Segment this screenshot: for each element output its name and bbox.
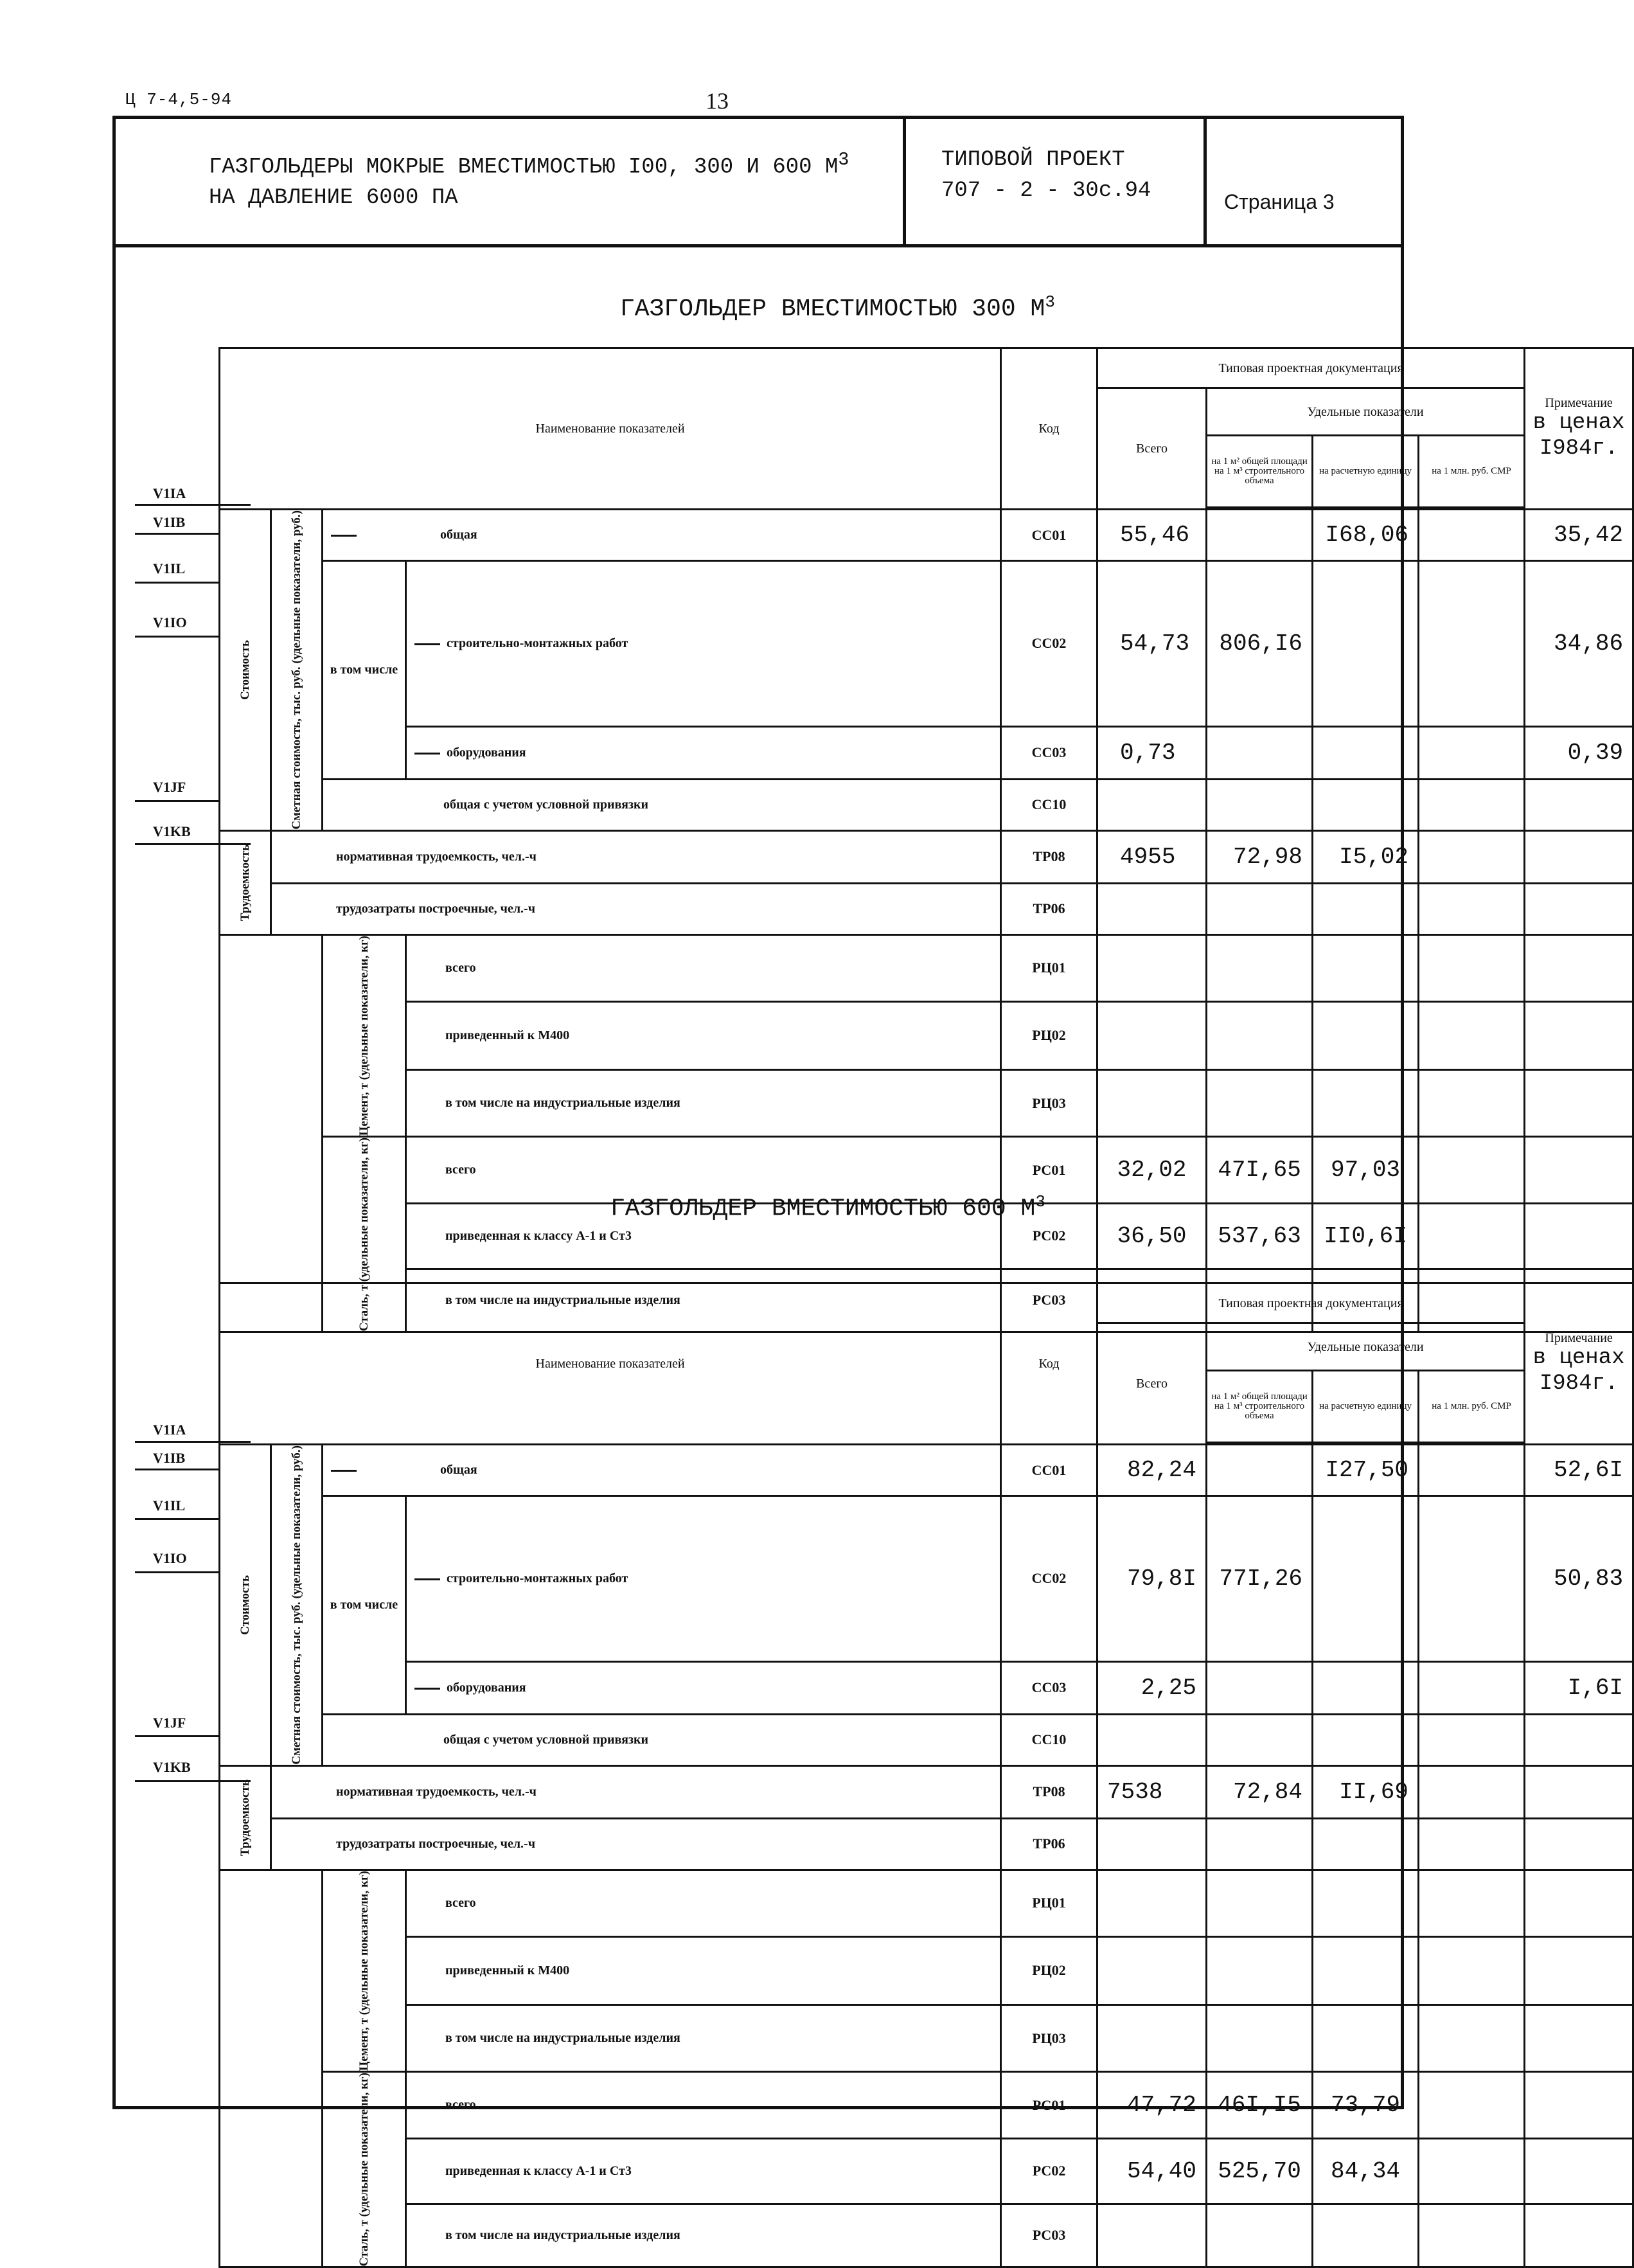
group-labor [220, 1765, 271, 1870]
cell-per-m2 [1207, 1818, 1313, 1870]
cell-per-m2 [1207, 883, 1313, 934]
cell-total [1097, 2204, 1207, 2267]
row-label: приведенный к М400 [406, 1001, 1001, 1070]
table-row [220, 2204, 1633, 2267]
header-per-m2: на 1 м² общей площади на 1 м³ строительного объема [1207, 436, 1313, 508]
side-line [135, 1518, 218, 1520]
cell-total [1097, 2005, 1207, 2072]
header-indicator-name: Наименование показателей [220, 1283, 1001, 1445]
table-row [220, 2072, 1633, 2139]
row-label: всего [406, 934, 1001, 1001]
cell-per-mln [1419, 561, 1525, 727]
group-cost-sub [271, 510, 323, 831]
note-year: I984г. [1539, 1371, 1619, 1396]
cell-note [1525, 2204, 1633, 2267]
row-code: РС02 [1001, 1204, 1097, 1269]
row-code: РЦ03 [1001, 2005, 1097, 2072]
row-label: нормативная трудоемкость, чел.-ч [271, 830, 1001, 883]
note-label: Примечание [1545, 396, 1613, 410]
cell-note: 50,83 [1525, 1496, 1633, 1662]
cell-per-mln [1419, 1496, 1525, 1662]
header-per-unit: на расчетную единицу [1313, 436, 1419, 508]
table-row [220, 1445, 1633, 1496]
group-steel-label: Сталь, т (удельные показатели, кг) [357, 2073, 371, 2267]
cell-total [1097, 934, 1207, 1001]
side-label: V1KB [153, 1759, 191, 1775]
row-code: РЦ01 [1001, 934, 1097, 1001]
materials-blank [220, 934, 323, 1332]
cell-note [1525, 1936, 1633, 2005]
header-total: Всего [1097, 388, 1207, 510]
cell-per-mln [1419, 2072, 1525, 2139]
cell-total [1097, 1001, 1207, 1070]
cell-per-mln [1419, 1870, 1525, 1936]
row-label: общая с учетом условной привязки [323, 1714, 1001, 1765]
cell-per-unit [1313, 726, 1419, 779]
group-cost-label: Стоимость [238, 639, 252, 700]
cell-per-mln [1419, 830, 1525, 883]
row-code: РС03 [1001, 2204, 1097, 2267]
row-label: общая [323, 510, 1001, 561]
side-line [135, 800, 218, 802]
row-label: оборудования [406, 1661, 1001, 1714]
cell-note [1525, 883, 1633, 934]
project-id [941, 145, 1151, 206]
cell-total: 2,25 [1097, 1661, 1207, 1714]
note-prices: в ценах [1532, 1346, 1625, 1370]
section-title-text: ГАЗГОЛЬДЕР ВМЕСТИМОСТЬЮ 600 М [610, 1195, 1036, 1223]
title-block-divider [1203, 116, 1207, 247]
cell-per-unit [1313, 1870, 1419, 1936]
cell-note: I,6I [1525, 1661, 1633, 1714]
side-line [135, 533, 218, 535]
table-row [220, 1765, 1633, 1818]
cell-note [1525, 1870, 1633, 1936]
row-label: приведенный к М400 [406, 1936, 1001, 2005]
row-code: РЦ03 [1001, 1070, 1097, 1137]
cell-per-unit [1313, 1661, 1419, 1714]
side-label: V1IB [153, 514, 186, 530]
group-labor-label: Трудоемкость [238, 844, 252, 921]
cell-per-m2 [1207, 1936, 1313, 2005]
header-per-m2: на 1 м² общей площади на 1 м³ строительного объема [1207, 1371, 1313, 1443]
page-number: 13 [706, 88, 729, 114]
cell-per-unit [1313, 934, 1419, 1001]
cell-note [1525, 2072, 1633, 2139]
table-row [220, 1001, 1633, 1070]
group-labor [220, 830, 271, 934]
cell-per-m2 [1207, 1870, 1313, 1936]
cell-note: 0,39 [1525, 726, 1633, 779]
cell-note [1525, 1137, 1633, 1204]
header-note [1525, 348, 1633, 510]
cell-note [1525, 2139, 1633, 2204]
table-row [220, 1818, 1633, 1870]
side-label: V1IB [153, 1450, 186, 1466]
row-code: РС01 [1001, 2072, 1097, 2139]
table-row [220, 779, 1633, 830]
side-label: V1IA [153, 485, 186, 501]
group-labor-label: Трудоемкость [238, 1779, 252, 1856]
cell-per-unit [1313, 779, 1419, 830]
cell-per-m2 [1207, 2005, 1313, 2072]
title-superscript: 3 [838, 149, 849, 170]
header-code: Код [1001, 1283, 1097, 1445]
cell-total [1097, 883, 1207, 934]
cell-per-unit [1313, 883, 1419, 934]
table-row [220, 726, 1633, 779]
document-title [209, 145, 849, 213]
group-cement [323, 1870, 406, 2071]
header-specific: Удельные показатели [1207, 1323, 1525, 1371]
document-code: Ц 7-4,5-94 [125, 90, 233, 109]
title-line-1: ГАЗГОЛЬДЕРЫ МОКРЫЕ ВМЕСТИМОСТЬЮ I00, 300 И 600 М [209, 155, 839, 180]
indicators-table-300 [218, 347, 1634, 1333]
group-cost-sub-label: Сметная стоимость, тыс. руб. (удельные показатели, руб.) [290, 510, 303, 830]
side-label: V1JF [153, 1715, 186, 1731]
row-code: СС02 [1001, 1496, 1097, 1662]
cell-per-mln [1419, 2139, 1525, 2204]
project-label: ТИПОВОЙ ПРОЕКТ [941, 148, 1125, 172]
cell-per-unit [1313, 1936, 1419, 2005]
cell-per-m2 [1207, 934, 1313, 1001]
row-code: РС02 [1001, 2139, 1097, 2204]
table-row [220, 1870, 1633, 1936]
row-label: приведенная к классу А-1 и Ст3 [406, 1204, 1001, 1269]
table-row [220, 510, 1633, 561]
section-title-superscript: 3 [1045, 292, 1055, 312]
table-row [220, 1070, 1633, 1137]
cell-per-mln [1419, 510, 1525, 561]
cell-per-unit: 97,03 [1313, 1137, 1419, 1204]
title-block-divider [903, 116, 906, 247]
row-code: СС03 [1001, 1661, 1097, 1714]
table-row [220, 2005, 1633, 2072]
cell-per-mln [1419, 2204, 1525, 2267]
cell-per-unit [1313, 2005, 1419, 2072]
cell-note [1525, 1714, 1633, 1765]
cell-per-mln [1419, 726, 1525, 779]
cell-per-m2: 77I,26 [1207, 1496, 1313, 1662]
cell-per-m2 [1207, 1445, 1313, 1496]
row-code: ТР08 [1001, 1765, 1097, 1818]
cell-per-unit [1313, 2204, 1419, 2267]
group-cost-sub-label: Сметная стоимость, тыс. руб. (удельные показатели, руб.) [290, 1445, 303, 1765]
side-label: V1IL [153, 1497, 186, 1513]
row-code: СС03 [1001, 726, 1097, 779]
cell-per-m2: 47I,65 [1207, 1137, 1313, 1204]
side-label: V1KB [153, 823, 191, 839]
group-cost-sub [271, 1445, 323, 1766]
cell-note [1525, 1204, 1633, 1269]
cell-per-unit: I68,06 [1313, 510, 1419, 561]
cell-per-m2: 72,84 [1207, 1765, 1313, 1818]
cell-total: 55,46 [1097, 510, 1207, 561]
cell-total: 7538 [1097, 1765, 1207, 1818]
side-line [135, 1571, 218, 1573]
row-code: РЦ01 [1001, 1870, 1097, 1936]
cell-total: 4955 [1097, 830, 1207, 883]
row-code: СС02 [1001, 561, 1097, 727]
in-that-label: в том числе [323, 1496, 406, 1715]
cell-per-m2 [1207, 510, 1313, 561]
header-per-unit: на расчетную единицу [1313, 1371, 1419, 1443]
cell-total: 32,02 [1097, 1137, 1207, 1204]
cell-per-mln [1419, 1070, 1525, 1137]
project-number: 707 - 2 - 30с.94 [941, 179, 1151, 203]
table-row [220, 2139, 1633, 2204]
header-per-mln: на 1 млн. руб. СМР [1419, 1371, 1525, 1443]
note-year: I984г. [1539, 436, 1619, 461]
cell-note [1525, 1818, 1633, 1870]
section-title-600 [610, 1192, 1045, 1223]
cell-total: 36,50 [1097, 1204, 1207, 1269]
cell-per-m2 [1207, 726, 1313, 779]
table-row [220, 934, 1633, 1001]
row-label: в том числе на индустриальные изделия [406, 1070, 1001, 1137]
section-title-300 [620, 292, 1055, 323]
side-label: V1IA [153, 1422, 186, 1438]
cell-total [1097, 1714, 1207, 1765]
cell-total: 0,73 [1097, 726, 1207, 779]
cell-per-unit: II0,6I [1313, 1204, 1419, 1269]
cell-note: 35,42 [1525, 510, 1633, 561]
header-note [1525, 1283, 1633, 1445]
row-code: ТР06 [1001, 883, 1097, 934]
row-code: СС10 [1001, 1714, 1097, 1765]
cell-total: 54,40 [1097, 2139, 1207, 2204]
cell-per-mln [1419, 779, 1525, 830]
group-cement-label: Цемент, т (удельные показатели, кг) [357, 1870, 371, 2071]
row-code: РС01 [1001, 1137, 1097, 1204]
cell-per-unit [1313, 1714, 1419, 1765]
note-label: Примечание [1545, 1331, 1613, 1345]
row-code: РЦ02 [1001, 1001, 1097, 1070]
row-label: приведенная к классу А-1 и Ст3 [406, 2139, 1001, 2204]
header-code: Код [1001, 348, 1097, 510]
table-row [220, 561, 1633, 727]
cell-per-unit: 84,34 [1313, 2139, 1419, 2204]
page-label: Страница 3 [1224, 190, 1335, 213]
row-label: в том числе на индустриальные изделия [406, 2005, 1001, 2072]
side-line [135, 636, 218, 638]
row-label: оборудования [406, 726, 1001, 779]
row-label: всего [406, 1870, 1001, 1936]
cell-per-unit: I5,02 [1313, 830, 1419, 883]
side-line [135, 1469, 218, 1470]
cell-total: 54,73 [1097, 561, 1207, 727]
section-title-text: ГАЗГОЛЬДЕР ВМЕСТИМОСТЬЮ 300 М [620, 295, 1045, 323]
cell-note: 52,6I [1525, 1445, 1633, 1496]
cell-per-m2 [1207, 1661, 1313, 1714]
cell-per-mln [1419, 1936, 1525, 2005]
row-label: строительно-монтажных работ [406, 1496, 1001, 1662]
cell-per-mln [1419, 934, 1525, 1001]
cell-per-m2: 806,I6 [1207, 561, 1313, 727]
in-that-label: в том числе [323, 561, 406, 780]
cell-per-mln [1419, 1204, 1525, 1269]
cell-per-mln [1419, 1661, 1525, 1714]
cell-total [1097, 1070, 1207, 1137]
cell-per-mln [1419, 883, 1525, 934]
cell-total: 47,72 [1097, 2072, 1207, 2139]
cell-per-unit [1313, 561, 1419, 727]
table-row [220, 1714, 1633, 1765]
cell-note [1525, 1765, 1633, 1818]
header-indicator-name: Наименование показателей [220, 348, 1001, 510]
cell-per-mln [1419, 2005, 1525, 2072]
cell-per-m2 [1207, 1070, 1313, 1137]
cell-per-unit [1313, 1818, 1419, 1870]
cell-note [1525, 934, 1633, 1001]
row-code: РЦ02 [1001, 1936, 1097, 2005]
group-steel [323, 2072, 406, 2267]
table-row [220, 830, 1633, 883]
cell-total [1097, 1870, 1207, 1936]
cell-note [1525, 1070, 1633, 1137]
row-label: нормативная трудоемкость, чел.-ч [271, 1765, 1001, 1818]
side-label: V1JF [153, 779, 186, 795]
cell-total: 79,8I [1097, 1496, 1207, 1662]
row-label: строительно-монтажных работ [406, 561, 1001, 727]
header-per-mln: на 1 млн. руб. СМР [1419, 436, 1525, 508]
cell-per-m2 [1207, 779, 1313, 830]
row-label: в том числе на индустриальные изделия [406, 2204, 1001, 2267]
row-label: общая [323, 1445, 1001, 1496]
table-row [220, 883, 1633, 934]
row-label: в том числе на индустриальные изделия [406, 1269, 1001, 1332]
materials-blank [220, 1870, 323, 2267]
cell-per-m2 [1207, 2204, 1313, 2267]
header-typical-docs: Типовая проектная документация [1097, 1283, 1525, 1323]
row-code: СС10 [1001, 779, 1097, 830]
indicators-table-600 [218, 1282, 1634, 2268]
row-label: всего [406, 2072, 1001, 2139]
header-total: Всего [1097, 1323, 1207, 1445]
cell-per-m2 [1207, 1001, 1313, 1070]
cell-per-mln [1419, 1137, 1525, 1204]
note-prices: в ценах [1532, 411, 1625, 435]
cell-total: 82,24 [1097, 1445, 1207, 1496]
side-label: V1IO [153, 1550, 187, 1566]
table-row [220, 1496, 1633, 1662]
row-code: СС01 [1001, 510, 1097, 561]
row-code: СС01 [1001, 1445, 1097, 1496]
side-line [135, 1735, 218, 1737]
row-code: ТР08 [1001, 830, 1097, 883]
row-label: трудозатраты построечные, чел.-ч [271, 1818, 1001, 1870]
row-label: общая с учетом условной привязки [323, 779, 1001, 830]
cell-per-unit: II,69 [1313, 1765, 1419, 1818]
cell-per-unit [1313, 1496, 1419, 1662]
cell-per-m2: 525,70 [1207, 2139, 1313, 2204]
cell-per-mln [1419, 1818, 1525, 1870]
row-label: трудозатраты построечные, чел.-ч [271, 883, 1001, 934]
cell-per-mln [1419, 1765, 1525, 1818]
cell-note [1525, 2005, 1633, 2072]
cell-total [1097, 1818, 1207, 1870]
table-row [220, 1661, 1633, 1714]
cell-note: 34,86 [1525, 561, 1633, 727]
cell-note [1525, 779, 1633, 830]
side-label: V1IL [153, 560, 186, 576]
cell-per-unit [1313, 1070, 1419, 1137]
row-code: ТР06 [1001, 1818, 1097, 1870]
cell-per-m2 [1207, 1714, 1313, 1765]
cell-per-mln [1419, 1714, 1525, 1765]
cell-per-m2: 72,98 [1207, 830, 1313, 883]
title-line-2: НА ДАВЛЕНИЕ 6000 ПА [209, 186, 458, 211]
side-line [135, 582, 218, 584]
header-specific: Удельные показатели [1207, 388, 1525, 436]
cell-per-mln [1419, 1001, 1525, 1070]
table-row [220, 1936, 1633, 2005]
cell-note [1525, 1001, 1633, 1070]
cell-total [1097, 779, 1207, 830]
group-cost-label: Стоимость [238, 1575, 252, 1635]
cell-per-mln [1419, 1445, 1525, 1496]
group-cement [323, 934, 406, 1136]
group-cost [220, 510, 271, 831]
side-label: V1IO [153, 614, 187, 630]
header-typical-docs: Типовая проектная документация [1097, 348, 1525, 388]
row-code: РС03 [1001, 1269, 1097, 1332]
cell-per-unit: I27,50 [1313, 1445, 1419, 1496]
group-cost [220, 1445, 271, 1766]
cell-per-unit: 73,79 [1313, 2072, 1419, 2139]
cell-note [1525, 830, 1633, 883]
group-cement-label: Цемент, т (удельные показатели, кг) [357, 935, 371, 1136]
group-steel-label: Сталь, т (удельные показатели, кг) [357, 1138, 371, 1332]
cell-total [1097, 1936, 1207, 2005]
section-title-superscript: 3 [1035, 1192, 1045, 1211]
cell-per-m2: 46I,I5 [1207, 2072, 1313, 2139]
row-label: всего [406, 1137, 1001, 1204]
cell-per-m2: 537,63 [1207, 1204, 1313, 1269]
cell-per-unit [1313, 1001, 1419, 1070]
